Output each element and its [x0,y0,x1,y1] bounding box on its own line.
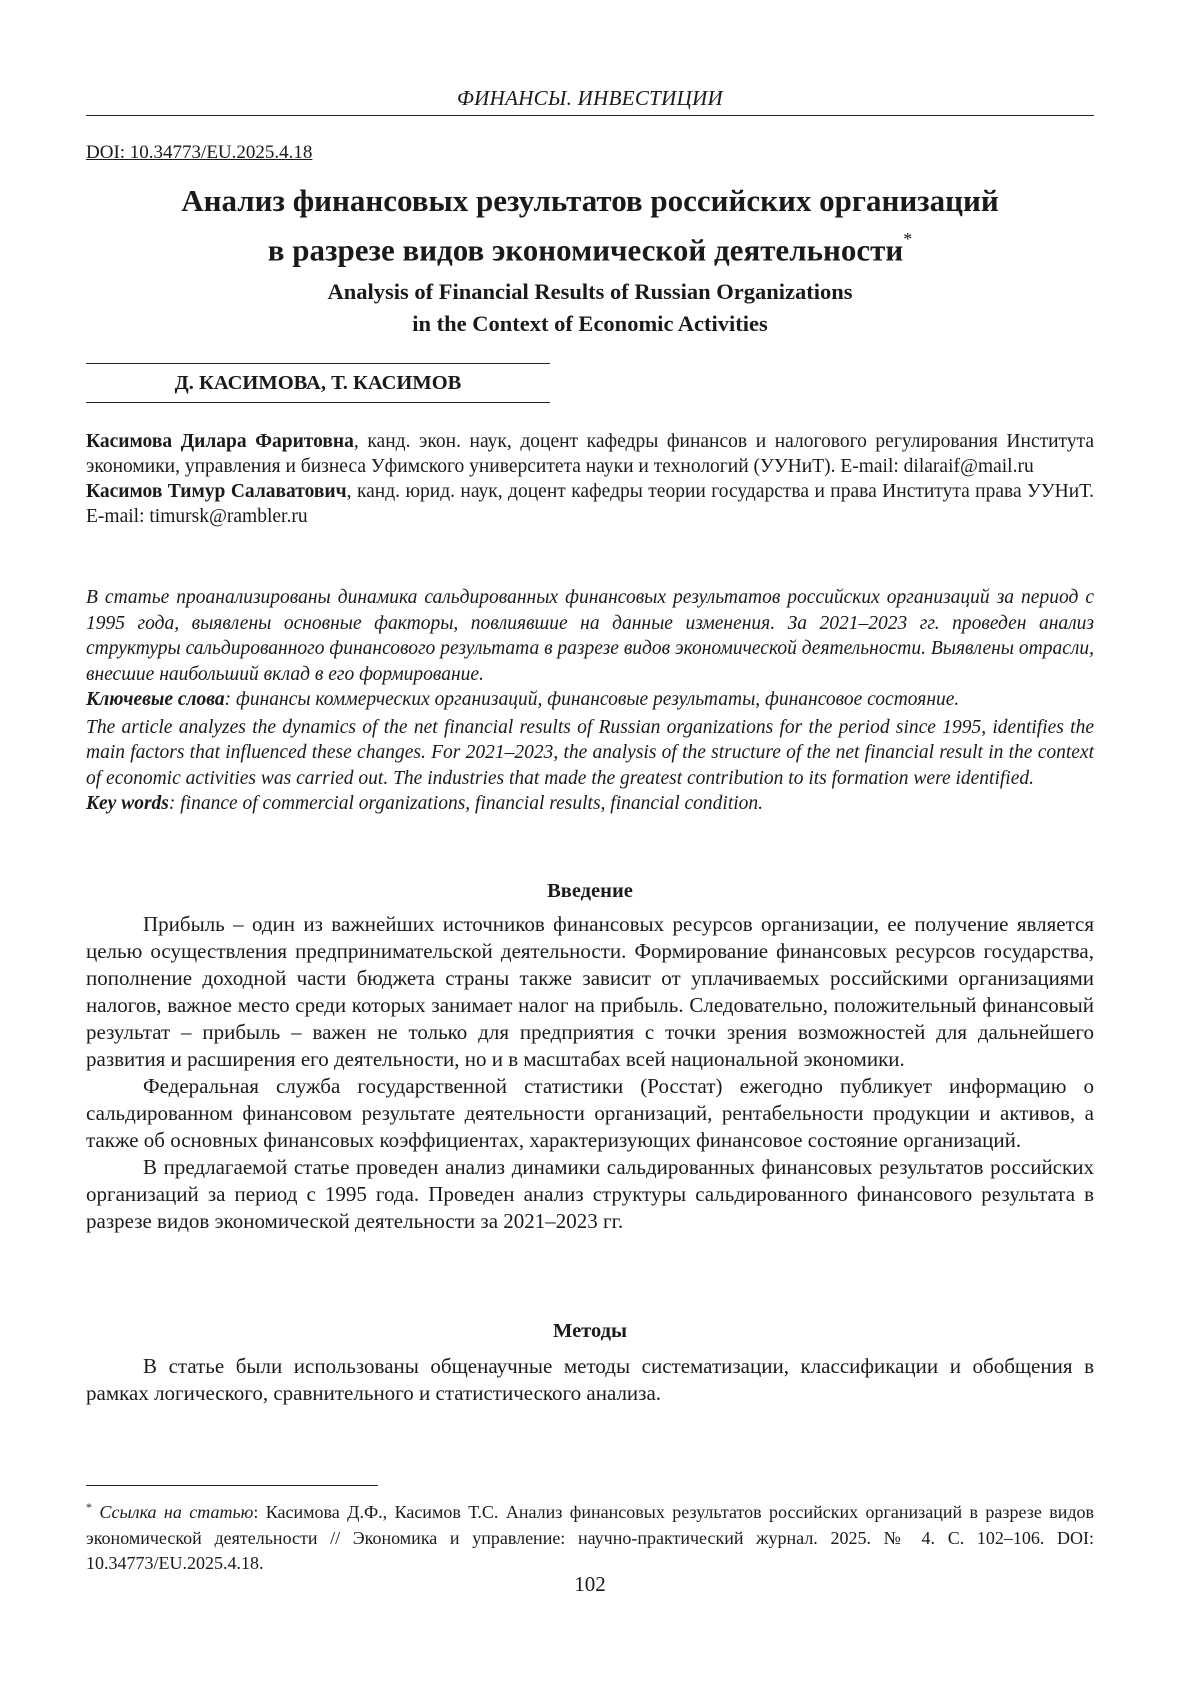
keywords-russian-text: : финансы коммерческих организаций, финансовые результаты, финансовое состояние. [224,689,960,710]
section-heading-intro: Введение [547,880,633,902]
title-russian-line1: Анализ финансовых результатов российских организаций [181,183,999,218]
footnote-label: Ссылка на статью [99,1502,254,1522]
title-english-line2: in the Context of Economic Activities [412,311,768,336]
keywords-english-label: Key words [86,793,169,814]
doi-link[interactable]: DOI: 10.34773/EU.2025.4.18 [86,142,313,163]
page-number: 102 [574,1572,606,1596]
author-name: Касимов Тимур Салаватович [86,481,347,502]
running-head: ФИНАНСЫ. ИНВЕСТИЦИИ [456,86,724,110]
title-russian-line2: в разрезе видов экономической деятельности [267,232,904,268]
title-footnote-mark[interactable]: * [903,229,913,249]
title-english [86,276,1094,340]
abstract-russian: В статье проанализированы динамика сальдированных финансовых результатов российских организаций за период с 1995 года, выявлены основные факторы, повлиявшие на данные изменения. За 2021–2023 гг. проведен анализ структуры сальдированного финансового результата в разрезе видов экономической деятельности. Выявлены отрасли, внесшие наибольший вклад в его формирование. [86,587,1094,685]
authors-line: Д. КАСИМОВА, Т. КАСИМОВ [174,372,462,394]
header-rule [86,115,1094,116]
footnote-mark: * [86,1500,92,1514]
keywords-russian-label: Ключевые слова [86,689,225,710]
abstract [86,585,1094,817]
footnote-rule [86,1485,378,1486]
title-english-line1: Analysis of Financial Results of Russian Organizations [327,279,853,304]
author-name: Касимова Дилара Фаритовна [86,431,354,452]
keywords-english [86,791,1094,817]
methods-body [86,1353,1094,1407]
author-affiliations [86,429,1094,529]
footnote-text: : Касимова Д.Ф., Касимов Т.С. Анализ финансовых результатов российских организаций в разрезе видов экономической деятельности // Экономика и управление: научно-практический журнал. 2025. № 4. С. 102–106. DOI: 10.34773/EU.2025.4.18. [86,1502,1095,1573]
author-details: , канд. экон. наук, доцент кафедры финансов и налогового регулирования Института экономики, управления и бизнеса Уфимского университета науки и технологий (УУНиТ). E-mail: dilaraif@mail.ru [86,431,1094,477]
keywords-english-text: : finance of commercial organizations, financial results, financial condition. [168,793,764,814]
intro-body [86,911,1094,1235]
body-paragraph: В предлагаемой статье проведен анализ динамики сальдированных финансовых результатов российских организаций за период с 1995 года. Проведен анализ структуры сальдированного финансового результата в разрезе видов экономической деятельности за 2021–2023 гг. [86,1155,1094,1233]
citation-footnote [86,1495,1094,1577]
title-russian [86,180,1094,271]
abstract-english: The article analyzes the dynamics of the net financial results of Russian organizations for the period since 1995, identifies the main factors that influenced these changes. For 2021–2023, the analysis of the structure of the net financial result in the context of economic activities was carried out. The industries that made the greatest contribution to its formation were identified. [86,716,1094,789]
body-paragraph: Федеральная служба государственной статистики (Росстат) ежегодно публикует информацию о сальдированном финансовом результате деятельности организаций, рентабельности продукции и активов, а также об основных финансовых коэффициентах, характеризующих финансовое состояние организаций. [86,1074,1094,1152]
section-heading-methods: Методы [552,1320,627,1342]
affiliation-item [86,479,1094,529]
author-details: , канд. юрид. наук, доцент кафедры теории государства и права Института права УУНиТ. E-mail: timursk@rambler.ru [86,481,1094,527]
authors-rule-top [86,363,550,364]
affiliation-item [86,429,1094,479]
body-paragraph: В статье были использованы общенаучные методы систематизации, классификации и обобщения в рамках логического, сравнительного и статистического анализа. [86,1354,1094,1405]
body-paragraph: Прибыль – один из важнейших источников финансовых ресурсов организации, ее получение является целью осуществления предпринимательской деятельности. Формирование финансовых ресурсов государства, пополнение доходной части бюджета страны также зависит от уплачиваемых российскими организациями налогов, важное место среди которых занимает налог на прибыль. Следовательно, положительный финансовый результат – прибыль – важен не только для предприятия с точки зрения возможностей для дальнейшего развития и расширения его деятельности, но и в масштабах всей национальной экономики. [86,912,1094,1071]
keywords-russian [86,687,1094,713]
authors-rule-bottom [86,402,550,403]
